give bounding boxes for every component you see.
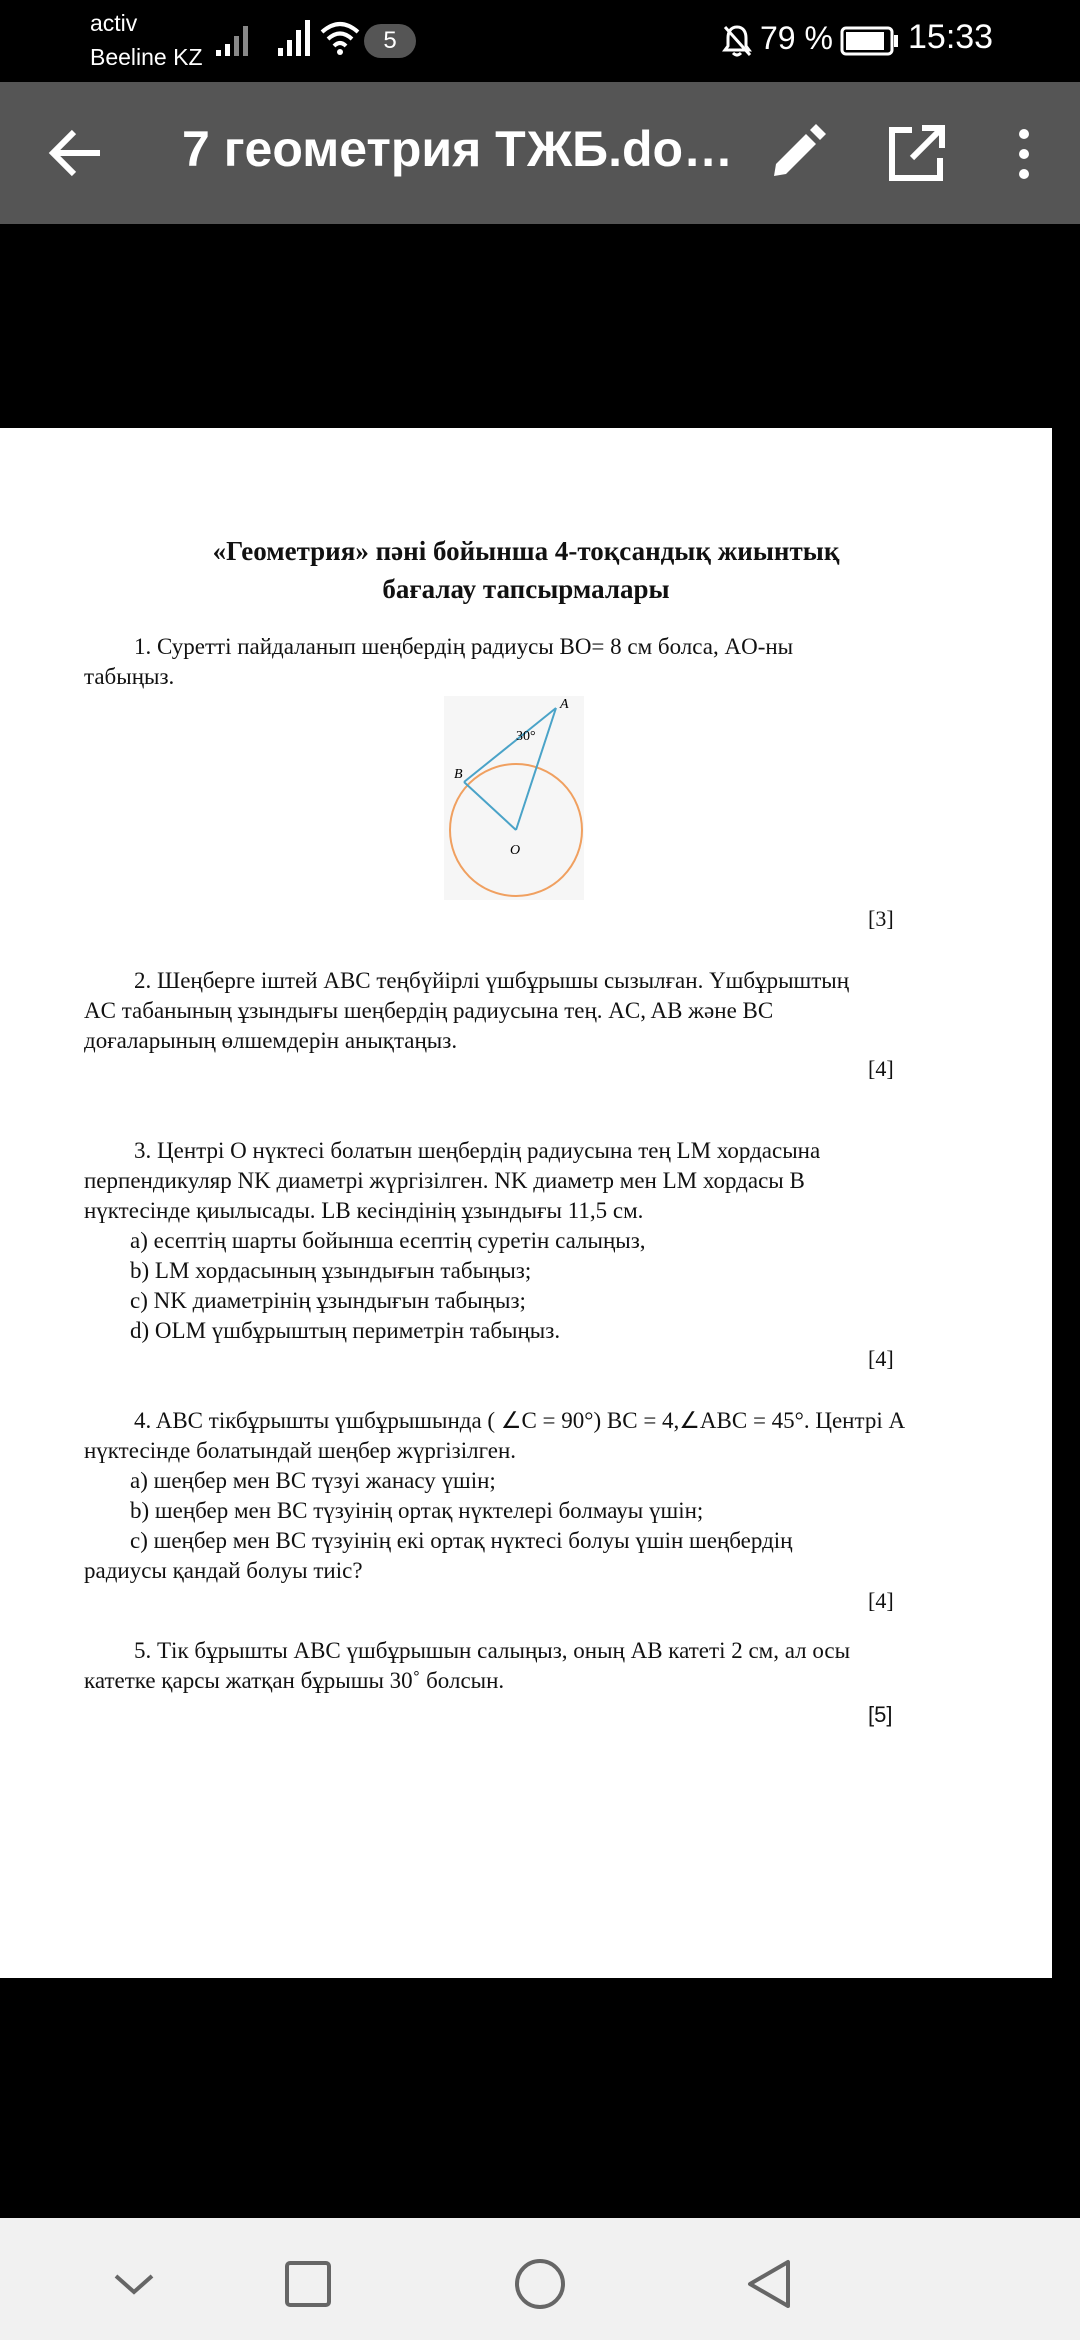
question-2: [84, 966, 964, 1056]
status-bar: [0, 0, 1080, 82]
q4-part-b: b) шеңбер мен BC түзуінің ортақ нүктелері болмауы үшін;: [130, 1498, 704, 1523]
question-3: [84, 1136, 964, 1346]
nav-home-icon[interactable]: [510, 2254, 570, 2314]
q1-text: 1. Суретті пайдаланып шеңбердің радиусы BO= 8 см болса, AO-ны: [134, 634, 794, 659]
signal-icon: [276, 18, 316, 58]
q3-text: 3. Центрі О нүктесі болатын шеңбердің радиусына тең LM хордасына: [134, 1138, 821, 1163]
q3-text-cont: перпендикуляр NK диаметрі жүргізілген. NK диаметр мен LM хордасы B: [84, 1168, 805, 1193]
system-nav-bar: [0, 2218, 1080, 2340]
q1-score: [3]: [868, 906, 894, 931]
nav-down-icon[interactable]: [104, 2254, 164, 2314]
document-title: 7 геометрия ТЖБ.do…: [182, 121, 734, 177]
q4-text-cont: нүктесінде болатындай шеңбер жүргізілген.: [84, 1438, 517, 1463]
battery-percentage: 79 %: [760, 20, 833, 56]
q5-text-cont: катетке қарсы жатқан бұрышы 30˚ болсын.: [84, 1668, 505, 1693]
doc-heading-line2: бағалау тапсырмалары: [382, 574, 670, 604]
q3-part-a: a) есептің шарты бойынша есептің суретін салыңыз,: [130, 1228, 646, 1253]
question-1: [84, 632, 964, 692]
open-external-icon[interactable]: [884, 122, 948, 186]
q2-text-cont2: доғаларының өлшемдерін анықтаңыз.: [84, 1028, 458, 1053]
q2-text: 2. Шеңберге іштей ABC теңбүйірлі үшбұрышы сызылған. Үшбұрыштың: [134, 968, 850, 993]
wifi-icon: [320, 20, 360, 56]
notification-count-badge: 5: [364, 24, 416, 58]
question-5: [84, 1636, 964, 1696]
app-bar: [0, 82, 1080, 224]
q2-text-cont: AC табанының ұзындығы шеңбердің радиусына тең. AC, AB және BC: [84, 998, 774, 1023]
signal-icon: [214, 22, 254, 58]
label-a: A: [560, 697, 569, 712]
clock: 15:33: [908, 18, 994, 56]
q3-text-cont2: нүктесінде қиылысады. LB кесіндінің ұзындығы 11,5 см.: [84, 1198, 644, 1223]
geometry-figure: [444, 696, 584, 900]
carrier-name: activ: [90, 10, 138, 36]
label-b: B: [454, 767, 463, 782]
q4-part-a: a) шеңбер мен BC түзуі жанасу үшін;: [130, 1468, 496, 1493]
bell-off-icon: [722, 24, 752, 58]
q4-text: 4. ABC тікбұрышты үшбұрышында ( ∠C = 90°) BC = 4,∠ABC = 45°. Центрі A: [134, 1408, 906, 1433]
q4-part-c: c) шеңбер мен BC түзуінің екі ортақ нүктесі болуы үшін шеңбердің: [130, 1528, 793, 1553]
back-arrow-icon[interactable]: [44, 120, 110, 186]
doc-heading-line1: «Геометрия» пәні бойынша 4-тоқсандық жиынтық: [212, 536, 840, 566]
nav-recents-icon[interactable]: [278, 2254, 338, 2314]
q5-text: 5. Тік бұрышты ABC үшбұрышын салыңыз, оның AB катеті 2 см, ал осы: [134, 1638, 851, 1663]
q4-score: [4]: [868, 1588, 894, 1613]
q3-part-b: b) LM хордасының ұзындығын табыңыз;: [130, 1258, 532, 1283]
battery-icon: [840, 26, 900, 56]
document-page[interactable]: [0, 428, 1052, 1978]
angle-label: 30°: [516, 729, 536, 744]
nav-back-icon[interactable]: [740, 2254, 800, 2314]
carrier-name-secondary: Beeline KZ: [90, 44, 203, 70]
label-o: O: [510, 843, 521, 858]
q3-score: [4]: [868, 1346, 894, 1371]
q3-part-c: c) NK диаметрінің ұзындығын табыңыз;: [130, 1288, 526, 1313]
q5-score: [5]: [868, 1702, 893, 1727]
more-vert-icon[interactable]: [1004, 122, 1044, 186]
q4-part-c-cont: радиусы қандай болуы тиіс?: [84, 1558, 363, 1583]
pencil-icon[interactable]: [764, 122, 828, 186]
q2-score: [4]: [868, 1056, 894, 1081]
q3-part-d: d) OLM үшбұрыштың периметрін табыңыз.: [130, 1318, 561, 1343]
question-4: [84, 1406, 964, 1586]
q1-text-cont: табыңыз.: [84, 664, 175, 689]
